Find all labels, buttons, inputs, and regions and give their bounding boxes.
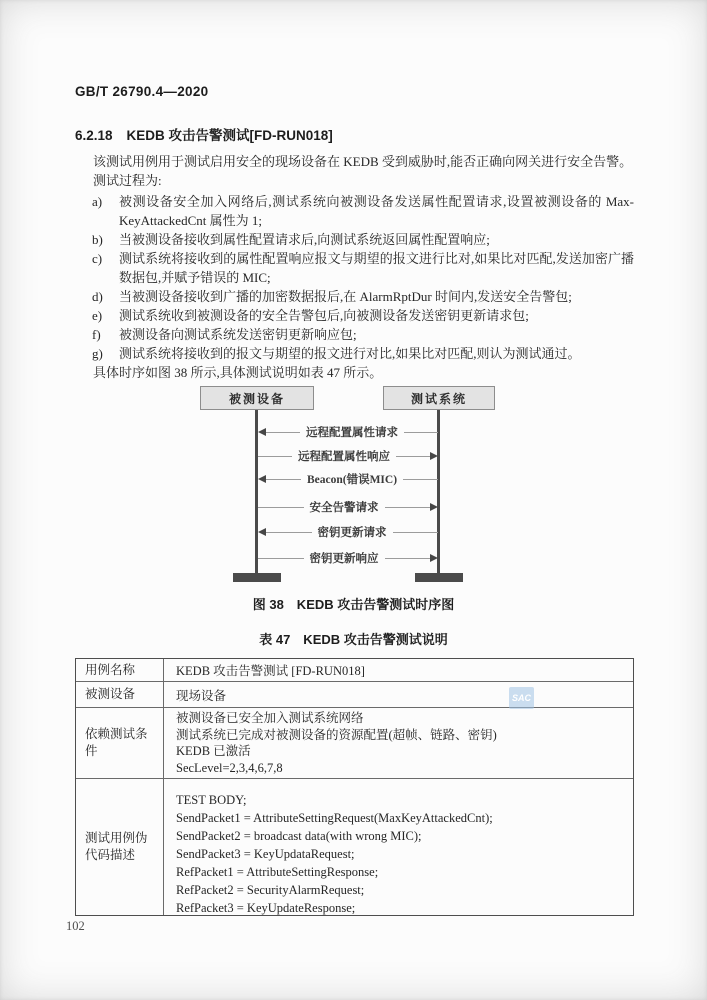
- table-row: [76, 778, 633, 915]
- doc-header: GB/T 26790.4—2020: [75, 84, 209, 99]
- table-cell-line: SendPacket3 = KeyUpdataRequest;: [176, 847, 355, 861]
- table-cell-line: TEST BODY;: [176, 793, 247, 807]
- list-text: 被测设备向测试系统发送密钥更新响应包;: [119, 327, 357, 342]
- section-heading: [75, 124, 333, 144]
- table-row-label: 被测设备: [76, 682, 164, 707]
- list-text: 当被测设备接收到广播的加密数据报后,在 AlarmRptDur 时间内,发送安全告警包;: [119, 289, 572, 304]
- closing-paragraph: 具体时序如图 38 所示,具体测试说明如表 47 所示。: [93, 365, 383, 380]
- message-line: [258, 456, 292, 457]
- arrowhead-right-icon: [430, 503, 438, 511]
- table-cell-line: RefPacket1 = AttributeSettingResponse;: [176, 865, 379, 879]
- table-row-label: 依赖测试条件: [76, 708, 164, 778]
- actor-device-under-test: 被测设备: [200, 386, 314, 410]
- table-row: [76, 707, 633, 778]
- message-label: 远程配置属性响应: [298, 451, 390, 463]
- table-row-value: [164, 779, 633, 915]
- table-row-value: [164, 659, 633, 681]
- message-line: [385, 558, 431, 559]
- table-row: [76, 681, 633, 707]
- message-line: [266, 479, 301, 480]
- table-cell-line: SendPacket1 = AttributeSettingRequest(MaxKeyAttackedCnt);: [176, 811, 493, 825]
- table-cell-line: 被测设备已安全加入测试系统网络: [176, 711, 364, 725]
- message-label: 密钥更新响应: [309, 553, 379, 565]
- table-caption: 表 47 KEDB 攻击告警测试说明: [259, 632, 448, 647]
- list-item: [75, 344, 634, 363]
- message-line: [396, 456, 430, 457]
- table-cell-line: SecLevel=2,3,4,6,7,8: [176, 760, 283, 775]
- arrowhead-right-icon: [430, 554, 438, 562]
- arrowhead-left-icon: [258, 428, 266, 436]
- list-marker: e): [92, 308, 103, 323]
- actor-test-system: 测试系统: [383, 386, 495, 410]
- list-item: [75, 230, 634, 249]
- sequence-message: [258, 550, 438, 566]
- message-line: [393, 532, 439, 533]
- list-text: 测试系统将接收到的属性配置响应报文与期望的报文进行比对,如果比对匹配,发送加密广播数据包,并赋予错误的 MIC;: [119, 251, 634, 285]
- table-cell-line: KEDB 攻击告警测试 [FD-RUN018]: [176, 664, 365, 678]
- sequence-message: [258, 448, 438, 464]
- page-number: 102: [66, 919, 85, 933]
- list-item: [75, 192, 634, 230]
- step-list: [75, 192, 634, 363]
- table-row-value: [164, 682, 633, 707]
- table-cell-line: 测试系统已完成对被测设备的资源配置(超帧、链路、密钥): [176, 727, 497, 742]
- message-line: [258, 558, 304, 559]
- message-line: [403, 479, 438, 480]
- sequence-diagram: [0, 384, 707, 589]
- message-line: [385, 507, 431, 508]
- lifeline-end-bar-left: [233, 573, 281, 582]
- list-text: 当被测设备接收到属性配置请求后,向测试系统返回属性配置响应;: [119, 232, 490, 247]
- list-text: 测试系统收到被测设备的安全告警包后,向被测设备发送密钥更新请求包;: [119, 308, 529, 323]
- arrowhead-left-icon: [258, 528, 266, 536]
- sequence-message: [258, 499, 438, 515]
- table-cell-line: SendPacket2 = broadcast data(with wrong MIC);: [176, 829, 422, 843]
- section-number: 6.2.18: [75, 128, 113, 143]
- message-label: Beacon(错误MIC): [306, 474, 398, 486]
- message-label: 远程配置属性请求: [306, 427, 398, 439]
- list-item: [75, 249, 634, 287]
- sequence-message: [258, 424, 438, 440]
- table-cell-line: RefPacket3 = KeyUpdateResponse;: [176, 901, 356, 915]
- body-text: [75, 152, 634, 382]
- message-label: 安全告警请求: [309, 502, 379, 514]
- list-text: 测试系统将接收到的报文与期望的报文进行对比,如果比对匹配,则认为测试通过。: [119, 346, 581, 361]
- figure-caption: 图 38 KEDB 攻击告警测试时序图: [252, 597, 455, 612]
- table-row-label: 测试用例伪代码描述: [76, 779, 164, 915]
- message-line: [258, 507, 304, 508]
- list-item: [75, 306, 634, 325]
- intro-paragraph: 该测试用例用于测试启用安全的现场设备在 KEDB 受到威胁时,能否正确向网关进行安全告警。: [93, 154, 633, 169]
- intro-lead-in: 测试过程为:: [93, 173, 162, 188]
- spec-table: [75, 658, 634, 916]
- list-marker: a): [92, 194, 103, 209]
- table-row-label: 用例名称: [76, 659, 164, 681]
- table-cell-line: 现场设备: [176, 688, 227, 703]
- message-line: [266, 532, 312, 533]
- list-marker: c): [92, 251, 103, 266]
- sequence-message: [258, 524, 438, 540]
- list-marker: g): [92, 346, 103, 361]
- list-marker: b): [92, 232, 103, 247]
- table-row: [76, 659, 633, 681]
- lifeline-end-bar-right: [415, 573, 463, 582]
- message-line: [404, 432, 438, 433]
- sequence-message: [258, 471, 438, 487]
- message-label: 密钥更新请求: [317, 527, 387, 539]
- table-row-value: [164, 708, 633, 778]
- sac-watermark: SAC: [509, 687, 534, 709]
- list-text: 被测设备安全加入网络后,测试系统向被测设备发送属性配置请求,设置被测设备的 Max-KeyAttackedCnt 属性为 1;: [119, 194, 634, 228]
- table-cell-line: RefPacket2 = SecurityAlarmRequest;: [176, 883, 365, 897]
- list-marker: d): [92, 289, 103, 304]
- table-cell-line: KEDB 已激活: [176, 744, 251, 758]
- section-title: KEDB 攻击告警测试[FD-RUN018]: [126, 128, 333, 143]
- list-item: [75, 287, 634, 306]
- arrowhead-left-icon: [258, 475, 266, 483]
- list-item: [75, 325, 634, 344]
- arrowhead-right-icon: [430, 452, 438, 460]
- list-marker: f): [92, 327, 101, 342]
- message-line: [266, 432, 300, 433]
